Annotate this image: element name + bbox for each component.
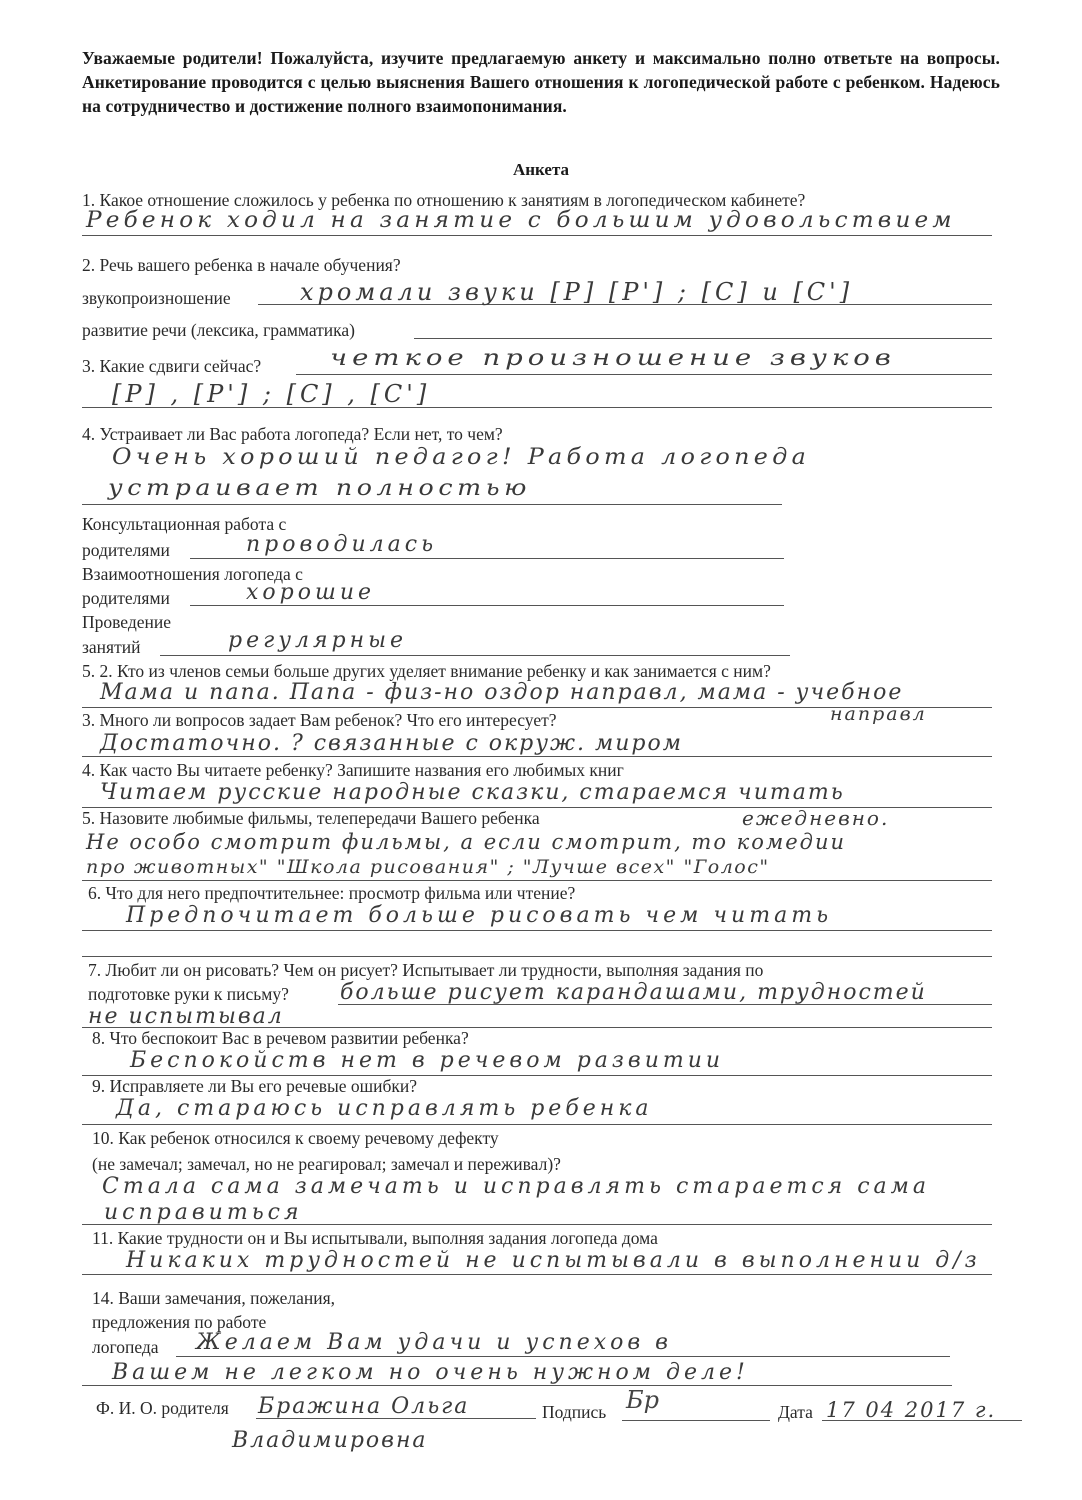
question-5b: 5. Назовите любимые фильмы, телепередачи Вашего ребенка (82, 808, 540, 828)
question-5-2: 5. 2. Кто из членов семьи больше других уделяет внимание ребенку и как занимается с ним? (82, 661, 771, 681)
signature-mark: Бр (626, 1386, 659, 1414)
answer-1: Ребенок ходил на занятие с большим удовольствием (86, 208, 956, 233)
label-date: Дата (778, 1402, 813, 1422)
answer-line (82, 1274, 992, 1275)
label-lessons-2: занятий (82, 637, 141, 657)
answer-line (82, 956, 992, 957)
answer-14-line2: Вашем не легком но очень нужном деле! (112, 1360, 749, 1385)
answer-4-line2: устраивает полностью (108, 476, 531, 501)
question-11: 11. Какие трудности он и Вы испытывали, выполняя задания логопеда дома (92, 1228, 658, 1248)
question-10-line1: 10. Как ребенок относился к своему речевому дефекту (92, 1128, 499, 1148)
answer-5b-line1: Не особо смотрит фильмы, а если смотрит, то комедии (86, 830, 847, 854)
question-4: 4. Устраивает ли Вас работа логопеда? Если нет, то чем? (82, 424, 503, 444)
question-10-line2: (не замечал; замечал, но не реагировал; замечал и переживал)? (92, 1154, 561, 1174)
intro-text: Уважаемые родители! Пожалуйста, изучите предлагаемую анкету и максимально полно ответьте на вопросы. Анкетирование проводится с целью выяснения Вашего отношения к логопедической работе с ребенком. Надеюсь на сотрудничество и достижение полного взаимопонимания. (82, 48, 1000, 116)
answer-line (190, 605, 784, 606)
label-sound: звукопроизношение (82, 288, 231, 308)
answer-4-line1: Очень хороший педагог! Работа логопеда (112, 445, 811, 470)
question-7-line1: 7. Любит ли он рисовать? Чем он рисует? Испытывает ли трудности, выполняя задания по (88, 960, 764, 980)
answer-fio-line2: Владимировна (232, 1428, 428, 1453)
answer-lessons: регулярные (228, 628, 408, 653)
question-1: 1. Какое отношение сложилось у ребенка по отношению к занятиям в логопедическом кабинете? (82, 190, 806, 210)
answer-3-line1: четкое произношение звуков (330, 346, 896, 371)
answer-line (82, 1124, 992, 1125)
answer-consult: проводилась (246, 532, 438, 557)
answer-9: Да, стараюсь исправлять ребенка (116, 1096, 653, 1121)
answer-2-sound: хромали звуки [Р] [Р'] ; [С] и [С'] (300, 278, 854, 306)
answer-fio-line1: Бражина Ольга (258, 1394, 470, 1419)
question-8: 8. Что беспокоит Вас в речевом развитии ребенка? (92, 1028, 469, 1048)
answer-10-line2: исправиться (104, 1200, 303, 1225)
answer-line (176, 1356, 950, 1357)
answer-line (82, 880, 992, 881)
answer-5-2: Мама и папа. Папа - физ-но оздор направл, мама - учебное (100, 680, 904, 705)
answer-line (82, 930, 992, 931)
answer-line (82, 235, 992, 236)
answer-7-line1: больше рисует карандашами, трудностей (340, 980, 927, 1005)
question-14-line2: предложения по работе (92, 1312, 267, 1332)
label-speech-dev: развитие речи (лексика, грамматика) (82, 320, 356, 340)
answer-line (622, 1420, 770, 1421)
question-3: 3. Какие сдвиги сейчас? (82, 356, 262, 376)
answer-relations: хорошие (246, 580, 376, 605)
answer-10-line1: Стала сама замечать и исправлять старается сама (102, 1174, 931, 1199)
answer-6: Предпочитает больше рисовать чем читать (126, 903, 833, 928)
label-relations-1: Взаимоотношения логопеда с (82, 564, 303, 584)
answer-11: Никаких трудностей не испытывали в выполнении д/з (126, 1248, 981, 1273)
question-7-line2: подготовке руки к письму? (88, 984, 289, 1004)
answer-14-line1: Желаем Вам удачи и успехов в (196, 1330, 672, 1355)
answer-4b: Читаем русские народные сказки, стараемся читать (100, 780, 845, 805)
answer-5b-line2: про животных" "Школа рисования" ; "Лучше всех" "Голос" (86, 856, 770, 878)
answer-3b: Достаточно. ? связанные с окруж. миром (100, 731, 683, 756)
answer-line (414, 338, 992, 339)
answer-line (82, 504, 782, 505)
question-6: 6. Что для него предпочтительнее: просмотр фильма или чтение? (88, 883, 576, 903)
answer-line (296, 374, 992, 375)
answer-5-2-cont: направл (830, 703, 927, 725)
answer-7-line2: не испытывал (88, 1004, 284, 1029)
question-9: 9. Исправляете ли Вы его речевые ошибки? (92, 1076, 418, 1096)
label-signature: Подпись (542, 1402, 607, 1422)
label-consult-2: родителями (82, 540, 170, 560)
answer-line (82, 1385, 952, 1386)
label-relations-2: родителями (82, 588, 170, 608)
question-3b: 3. Много ли вопросов задает Вам ребенок? Что его интересует? (82, 710, 557, 730)
label-consult-1: Консультационная работа с (82, 514, 287, 534)
answer-3-line2: [Р] , [Р'] ; [С] , [С'] (112, 380, 431, 408)
question-14-line1: 14. Ваши замечания, пожелания, (92, 1288, 336, 1308)
form-title: Анкета (512, 160, 570, 179)
label-fio: Ф. И. О. родителя (96, 1398, 229, 1418)
question-4b: 4. Как часто Вы читаете ребенку? Запишите названия его любимых книг (82, 760, 624, 780)
label-lessons-1: Проведение (82, 612, 172, 632)
answer-4b-cont: ежедневно. (742, 806, 890, 830)
answer-line (160, 655, 790, 656)
answer-date: 17 04 2017 г. (826, 1398, 997, 1422)
question-14-line3: логопеда (92, 1337, 159, 1357)
answer-line (82, 756, 992, 757)
answer-line (190, 558, 784, 559)
answer-8: Беспокойств нет в речевом развитии (130, 1048, 725, 1073)
question-2: 2. Речь вашего ребенка в начале обучения? (82, 255, 401, 275)
